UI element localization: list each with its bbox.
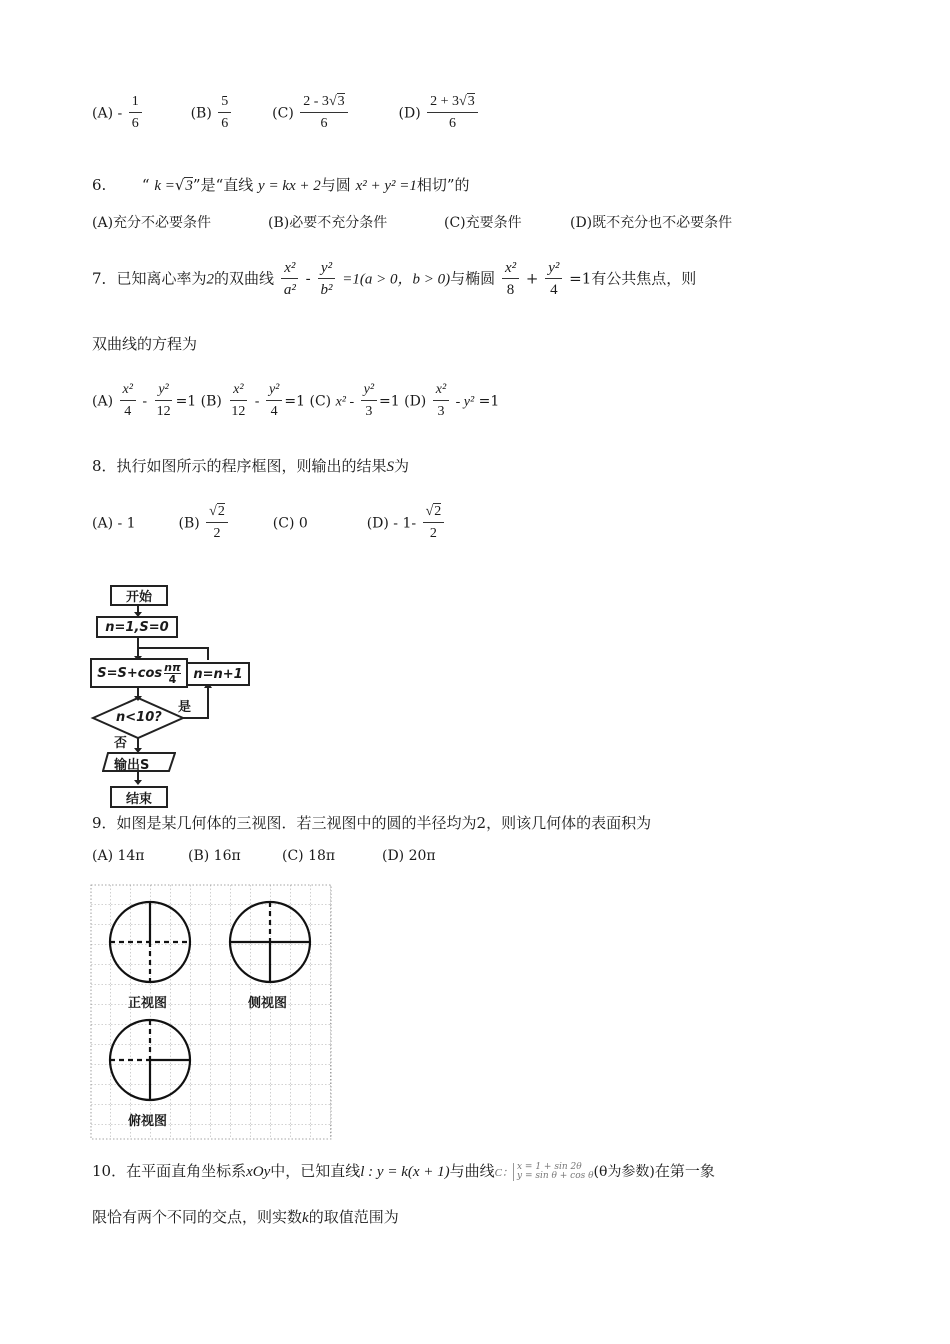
q5-d-label: (D) [398,105,421,122]
q9-option-d: (D) 20π [382,848,436,864]
q7-hyper-y: $\frac{\text{y²}}{\text{b²}}$ [317,258,335,301]
q5-a-label: (A) [92,105,114,122]
q5-b-label: (B) [190,105,212,122]
q7-stem: 7．已知离心率为2的双曲线 $\frac{\text{x²}}{\text{a²}}$ - $\frac{\text{y²}}{\text{b²}}$ =1(a > 0，b > 0)与椭圆 $\frac{\text{x²}}{8}$ + $\frac{\text{y²}}{4}$ =1有公共焦点，则 [92,258,696,301]
q5-c-frac: $\frac{2 - 3√3}{6}$ [300,92,347,135]
q8-options: (A) - 1 (B) $\frac{√2}{2}$ (C) 0 (D) - 1- $\frac{√2}{2}$ [92,502,446,545]
q5-a-sign: - [117,105,123,122]
flowchart-init: n=1,S=0 [96,616,178,638]
q7-line2: 双曲线的方程为 [92,335,198,353]
q10-line2: 限恰有两个不同的交点，则实数k的取值范围为 [92,1208,399,1226]
top-view-label: 俯视图 [128,1114,168,1129]
q10-stem: 10．在平面直角坐标系xOy中，已知直线l : y = k(x + 1)与曲线C： x = 1 + sin 2θ y = sin θ + cos θ (θ为参数)在第一象 [92,1162,715,1181]
q6-option-b: (B)必要不充分条件 [268,215,388,231]
q5-b-frac: $\frac{5}{6}$ [218,92,231,135]
flowchart-update: S=S+cos nπ 4 [90,658,188,688]
flowchart [88,582,268,810]
q6-option-c: (C)充要条件 [444,215,522,231]
q9-option-b: (B) 16π [188,848,241,864]
q8-stem: 8．执行如图所示的程序框图，则输出的结果S为 [92,457,410,475]
three-views-grid [90,884,332,1140]
flowchart-output: 输出S [102,752,176,772]
q6-stem: 6. “ k =√3”是“直线 y = kx + 2与圆 x² + y² =1相切”的 [92,176,470,194]
q7-ellipse-x: $\frac{\text{x²}}{8}$ [502,258,519,301]
q7-hyper-x: $\frac{\text{x²}}{\text{a²}}$ [281,258,299,301]
q6-option-a: (A)充分不必要条件 [92,215,212,231]
q7-ellipse-y: $\frac{\text{y²}}{4}$ [545,258,562,301]
q5-d-frac: $\frac{2 + 3√3}{6}$ [427,92,478,135]
flowchart-yes: 是 [178,700,192,715]
side-view-label: 侧视图 [248,996,288,1011]
front-view-label: 正视图 [128,996,168,1011]
q5-options [92,92,480,135]
q5-c-label: (C) [272,105,294,122]
flowchart-start: 开始 [110,585,168,606]
q9-option-a: (A) 14π [92,848,145,864]
flowchart-no: 否 [114,736,128,751]
three-views-figure [90,884,332,1140]
flowchart-condition: n<10? [116,710,162,725]
q7-options: (A) $\frac{\text{x²}}{4}$ - $\frac{\text{y²}}{12}$ =1 (B) $\frac{\text{x²}}{12}$ - $\frac{\text{y²}}{4}$ =1 (C) x² - $\frac{\text{y²}}{3}$ =1 (D) $\frac{\text{x²}}{3}$ - y² =1 [92,382,500,419]
flowchart-increment: n=n+1 [186,662,250,686]
q6-option-d: (D)既不充分也不必要条件 [570,215,733,231]
flowchart-end: 结束 [110,786,168,808]
q9-stem: 9．如图是某几何体的三视图．若三视图中的圆的半径均为2，则该几何体的表面积为 [92,814,652,832]
q9-option-c: (C) 18π [282,848,336,864]
q10-param-eqs: x = 1 + sin 2θ y = sin θ + cos θ [513,1163,594,1181]
q5-a-frac: $\frac{1}{6}$ [129,92,142,135]
